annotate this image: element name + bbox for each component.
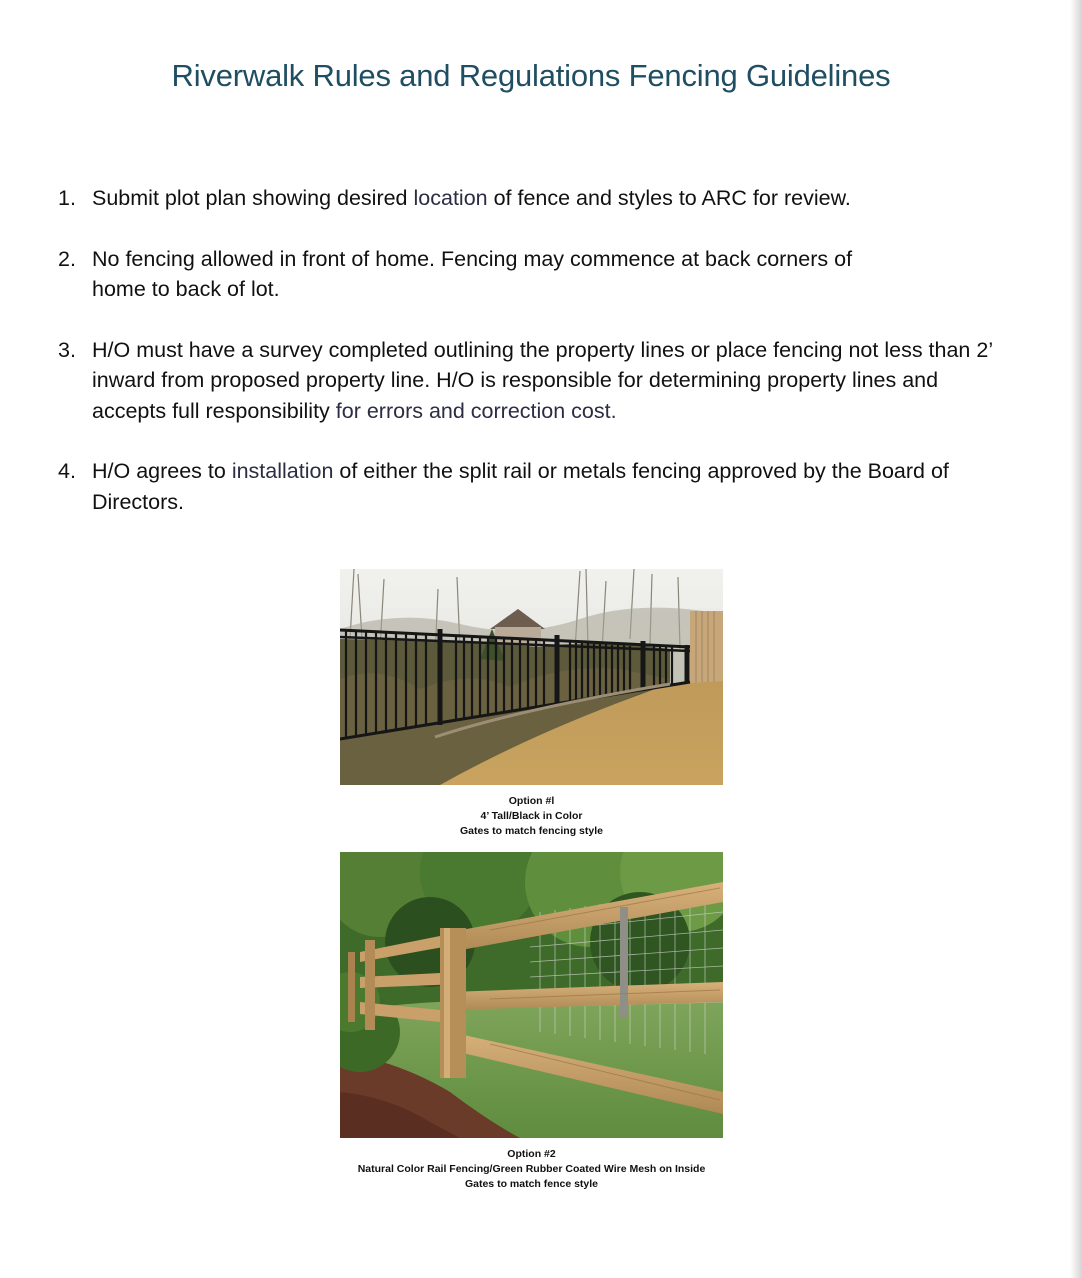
rule-text: Submit plot plan showing desired (92, 186, 414, 210)
rule-text: of either the split rail or metals fencing approved by the Board of Directors. (92, 459, 949, 514)
rule-text: No fencing allowed in front of home. Fencing may commence at back corners of home to back of lot. (92, 246, 853, 301)
rule-number: 3. (58, 337, 76, 362)
option-2-gate-note: Gates to match fence style (464, 1178, 599, 1190)
option-2-title: Option #2 (507, 1148, 556, 1160)
rule-text: H/O agrees to (92, 459, 232, 483)
option-1-title: Option #l (508, 795, 555, 807)
rule-text-highlight: installation (231, 459, 334, 483)
split-rail-fence-photo (340, 852, 723, 1138)
rule-item-3 (58, 335, 1008, 427)
option-1-description: 4’ Tall/Black in Color (480, 810, 583, 822)
rule-item-2 (58, 244, 1008, 305)
rule-number: 2. (58, 246, 76, 271)
rules-list (58, 183, 1008, 547)
metal-fence-photo (340, 569, 723, 785)
rule-text-highlight: for errors and correction cost. (335, 398, 617, 423)
rule-text: H/O must have a survey completed outlining the property lines or place fencing not less than 2’ inward from proposed property line. H/O is responsible for determining property lines and accepts full responsibility (92, 337, 993, 423)
page-edge-shadow (1070, 0, 1082, 1278)
option-1-gate-note: Gates to match fencing style (460, 825, 603, 837)
rule-item-4 (58, 456, 1008, 517)
rule-item-1 (58, 183, 1008, 214)
rule-number: 4. (58, 459, 76, 483)
rule-text-highlight: location (413, 186, 488, 210)
option-1-caption (300, 794, 763, 839)
rule-text: of fence and styles to ARC for review. (487, 186, 851, 210)
document-title: Riverwalk Rules and Regulations Fencing Guidelines (171, 58, 891, 93)
rule-number: 1. (58, 186, 76, 210)
option-2-description: Natural Color Rail Fencing/Green Rubber Coated Wire Mesh on Inside (357, 1163, 706, 1175)
option-2-caption (300, 1147, 763, 1192)
